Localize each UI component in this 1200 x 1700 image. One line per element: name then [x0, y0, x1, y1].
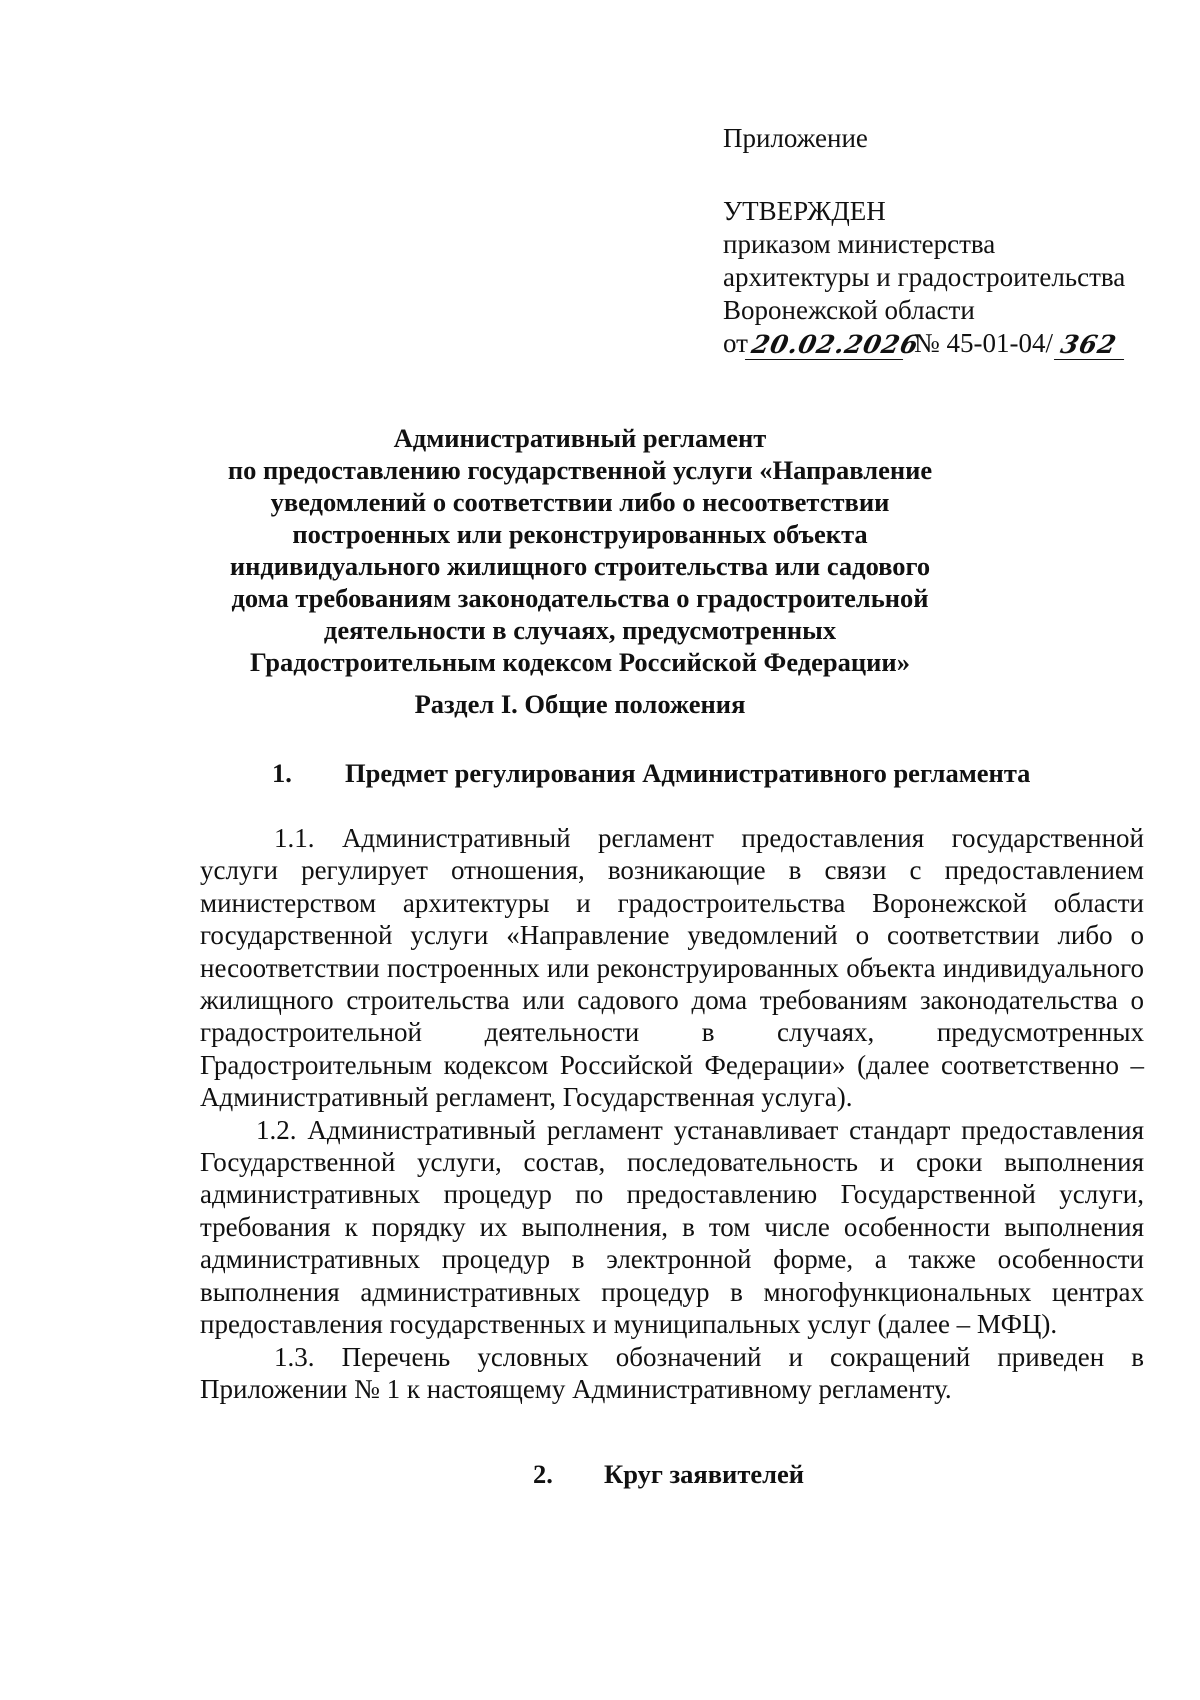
approval-line-2: архитектуры и градостроительства	[723, 262, 1126, 292]
appendix-label: Приложение	[723, 123, 868, 153]
section-heading: Раздел I. Общие положения	[414, 689, 746, 719]
order-number-label: № 45-01-04/	[913, 328, 1053, 358]
document-title	[200, 422, 960, 678]
order-date-number-line	[723, 327, 1163, 360]
approved-label: УТВЕРЖДЕН	[723, 196, 886, 226]
handwritten-order-number: 362	[1054, 331, 1130, 360]
paragraph-1-2: 1.2. Административный регламент устанавливает стандарт предоставления Государственной услуги, состав, последовательность и сроки выполнения административных процедур по предоставлению Государственной услуги, требования к порядку их выполнения, в том числе особенности выполнения административных процедур в электронной форме, а также особенности выполнения административных процедур в многофункциональных центрах предоставления государственных и муниципальных услуг (далее – МФЦ).	[200, 1114, 1144, 1340]
subsection-1-number: 1.	[272, 758, 292, 788]
body-text	[200, 822, 1144, 1405]
document-title-main: Административный регламент	[393, 423, 767, 453]
subsection-2-number: 2.	[533, 1459, 553, 1489]
approval-line-3: Воронежской области	[723, 295, 975, 325]
paragraph-1-3: 1.3. Перечень условных обозначений и сокращений приведен в Приложении № 1 к настоящему Административному регламенту.	[200, 1341, 1144, 1404]
approval-line-1: приказом министерства	[723, 229, 996, 259]
subsection-2-title: Круг заявителей	[604, 1459, 805, 1489]
paragraph-1-1: 1.1. Административный регламент предоставления государственной услуги регулирует отношения, возникающие в связи с предоставлением министерством архитектуры и градостроительства Воронежской области государственной услуги «Направление уведомлений о соответствии либо о несоответствии построенных или реконструированных объекта индивидуального жилищного строительства или садового дома требованиям законодательства о градостроительной деятельности в случаях, предусмотренных Градостроительным кодексом Российской Федерации» (далее соответственно – Административный регламент, Государственная услуга).	[200, 823, 1144, 1113]
handwritten-date: 20.02.2026	[745, 331, 909, 360]
date-prefix: от	[723, 328, 748, 358]
subsection-1-title: Предмет регулирования Административного регламента	[345, 758, 1031, 788]
document-title-subject: по предоставлению государственной услуги «Направление уведомлений о соответствии либо о несоответствии построенных или реконструированных объекта индивидуального жилищного строительства или садового дома требованиям законодательства о градостроительной деятельности в случаях, предусмотренных Градостроительным кодексом Российской Федерации»	[227, 455, 933, 677]
approval-block	[723, 122, 1163, 360]
